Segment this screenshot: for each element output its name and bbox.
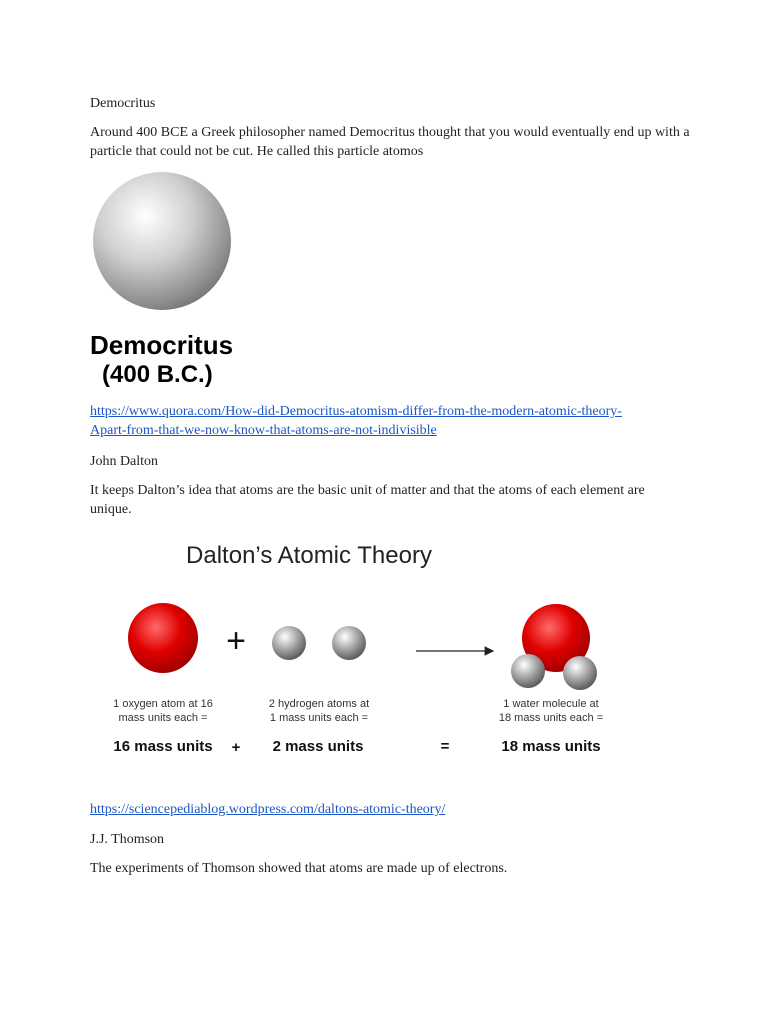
hydrogen-desc-1: 2 hydrogen atoms at [268, 698, 370, 710]
mass-oxygen: 16 mass units [113, 738, 213, 755]
dalton-link-paragraph[interactable] [90, 800, 445, 819]
democritus-link-line1[interactable]: https://www.quora.com/How-did-Democritus-atomism-differ-from-the-modern-atomic-theory- [90, 404, 622, 419]
caption-date: (400 B.C.) [102, 361, 213, 388]
thomson-heading: J.J. Thomson [90, 832, 165, 847]
oxygen-atom [128, 603, 198, 673]
hydrogen-desc-2: 1 mass units each = [269, 712, 369, 724]
mass-water: 18 mass units [501, 738, 601, 755]
democritus-sphere-image [90, 168, 234, 314]
water-desc-2: 18 mass units each = [498, 712, 604, 724]
oxygen-desc-1: 1 oxygen atom at 16 [113, 698, 213, 710]
water-molecule [511, 604, 597, 690]
plus-symbol: + [226, 622, 246, 660]
water-hydrogen-atom-1 [511, 654, 545, 688]
water-hydrogen-atom-2 [563, 656, 597, 690]
democritus-heading: Democritus [90, 96, 156, 111]
mass-equals: = [440, 738, 450, 755]
democritus-link[interactable] [90, 402, 622, 440]
dalton-heading: John Dalton [90, 454, 159, 469]
dalton-link[interactable]: https://sciencepediablog.wordpress.com/daltons-atomic-theory/ [90, 802, 446, 817]
mass-hydrogen: 2 mass units [272, 738, 364, 755]
hydrogen-atom-1 [272, 626, 306, 660]
dalton-atomic-theory-figure [90, 530, 680, 770]
figure-title: Dalton’s Atomic Theory [186, 542, 432, 569]
democritus-link-line2[interactable]: Apart-from-that-we-now-know-that-atoms-are-not-indivisible [90, 423, 437, 438]
water-desc-1: 1 water molecule at [503, 698, 599, 710]
oxygen-desc-2: mass units each = [118, 712, 208, 724]
thomson-paragraph: The experiments of Thomson showed that atoms are made up of electrons. [90, 861, 508, 876]
mass-plus: + [231, 739, 241, 756]
hydrogen-atom-2 [332, 626, 366, 660]
caption-name: Democritus [90, 330, 234, 360]
dalton-paragraph: It keeps Dalton’s idea that atoms are the basic unit of matter and that the atoms of each element are unique. [90, 483, 645, 517]
democritus-paragraph: Around 400 BCE a Greek philosopher named Democritus thought that you would eventually end up with a particle that could not be cut. He called this particle atomos [90, 125, 690, 159]
democritus-image-caption [90, 330, 233, 390]
